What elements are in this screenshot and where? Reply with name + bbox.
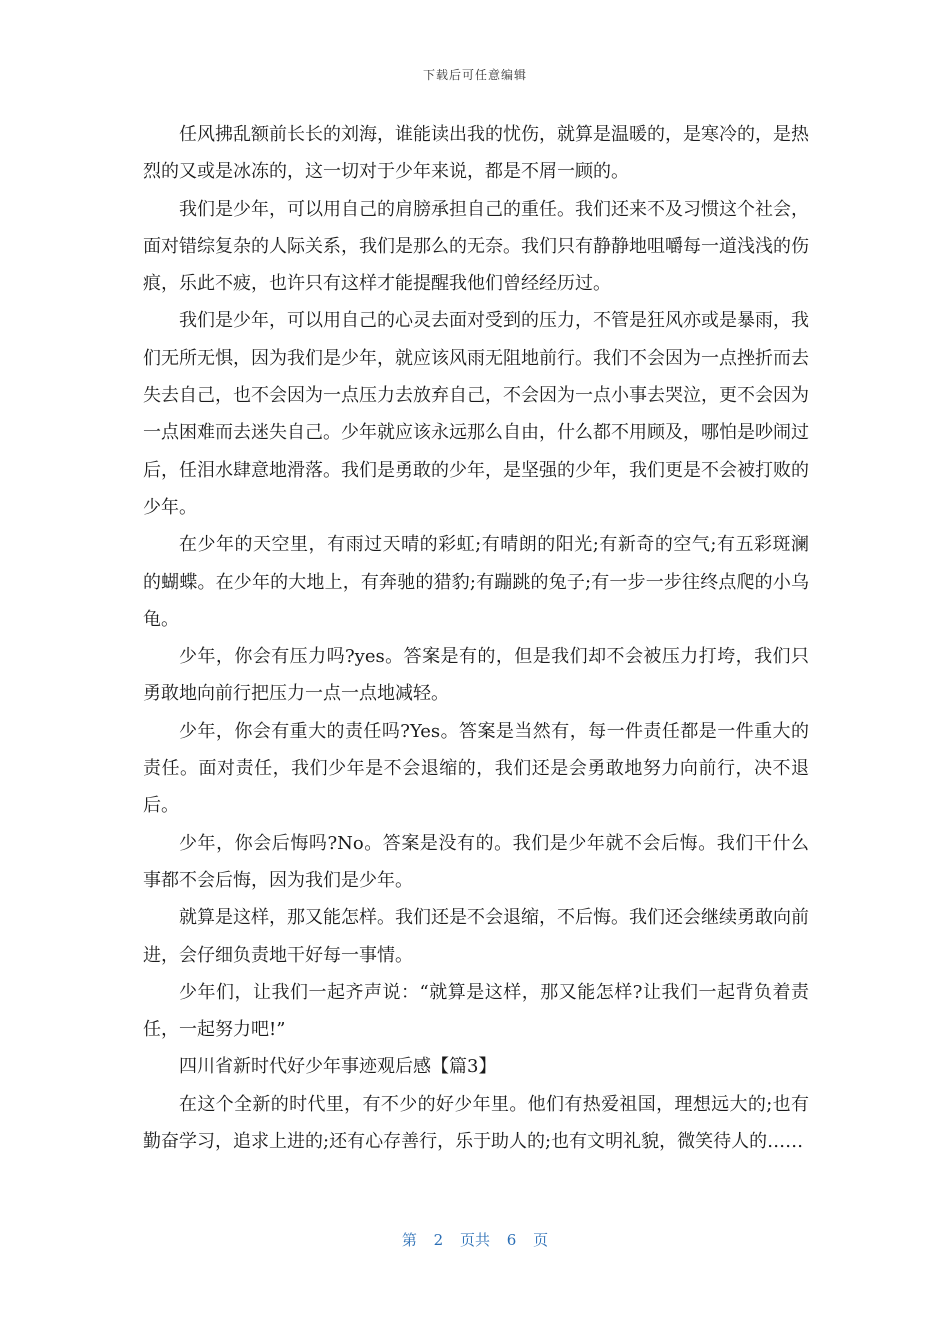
paragraph: 我们是少年，可以用自己的肩膀承担自己的重任。我们还来不及习惯这个社会，面对错综复杂的人际关系，我们是那么的无奈。我们只有静静地咀嚼每一道浅浅的伤痕，乐此不疲，也许只有这样才能提醒我他们曾经经历过。 [143, 198, 809, 295]
paragraph: 少年们，让我们一起齐声说：“就算是这样，那又能怎样?让我们一起背负着责任，一起努力吧!” [143, 981, 809, 1041]
paragraph: 少年，你会后悔吗?No。答案是没有的。我们是少年就不会后悔。我们干什么事都不会后悔，因为我们是少年。 [143, 832, 809, 891]
page-label-middle: 页共 [459, 1231, 490, 1249]
document-body [143, 116, 809, 1160]
page-header: 下载后可任意编辑 [422, 68, 527, 82]
page-footer [0, 1229, 950, 1250]
page-label-suffix: 页 [533, 1231, 549, 1249]
paragraph: 在少年的天空里，有雨过天晴的彩虹;有晴朗的阳光;有新奇的空气;有五彩斑澜的蝴蝶。在少年的大地上，有奔驰的猎豹;有蹦跳的兔子;有一步一步往终点爬的小乌龟。 [143, 534, 809, 630]
paragraph: 在这个全新的时代里，有不少的好少年里。他们有热爱祖国，理想远大的;也有勤奋学习，追求上进的;还有心存善行，乐于助人的;也有文明礼貌，微笑待人的…… [143, 1093, 809, 1153]
section-heading: 四川省新时代好少年事迹观后感【篇3】 [179, 1056, 497, 1078]
paragraph: 少年，你会有重大的责任吗?Yes。答案是当然有，每一件责任都是一件重大的责任。面对责任，我们少年是不会退缩的，我们还是会勇敢地努力向前行，决不退后。 [143, 720, 809, 817]
paragraph: 任风拂乱额前长长的刘海，谁能读出我的忧伤，就算是温暖的，是寒冷的，是热烈的又或是冰冻的，这一切对于少年来说，都是不屑一顾的。 [143, 124, 809, 183]
total-page-number: 6 [506, 1231, 517, 1249]
paragraph: 我们是少年，可以用自己的心灵去面对受到的压力，不管是狂风亦或是暴雨，我们无所无惧，因为我们是少年，就应该风雨无阻地前行。我们不会因为一点挫折而去失去自己，也不会因为一点压力去放弃自己，不会因为一点小事去哭泣，更不会因为一点困难而去迷失自己。少年就应该永远那么自由，什么都不用顾及，哪怕是吵闹过后，任泪水肆意地滑落。我们是勇敢的少年，是坚强的少年，我们更是不会被打败的少年。 [143, 310, 809, 518]
page-label-prefix: 第 [401, 1231, 417, 1249]
current-page-number: 2 [433, 1231, 444, 1249]
paragraph: 就算是这样，那又能怎样。我们还是不会退缩，不后悔。我们还会继续勇敢向前进，会仔细负责地干好每一事情。 [143, 907, 809, 966]
paragraph: 少年，你会有压力吗?yes。答案是有的，但是我们却不会被压力打垮，我们只勇敢地向前行把压力一点一点地减轻。 [143, 646, 809, 705]
